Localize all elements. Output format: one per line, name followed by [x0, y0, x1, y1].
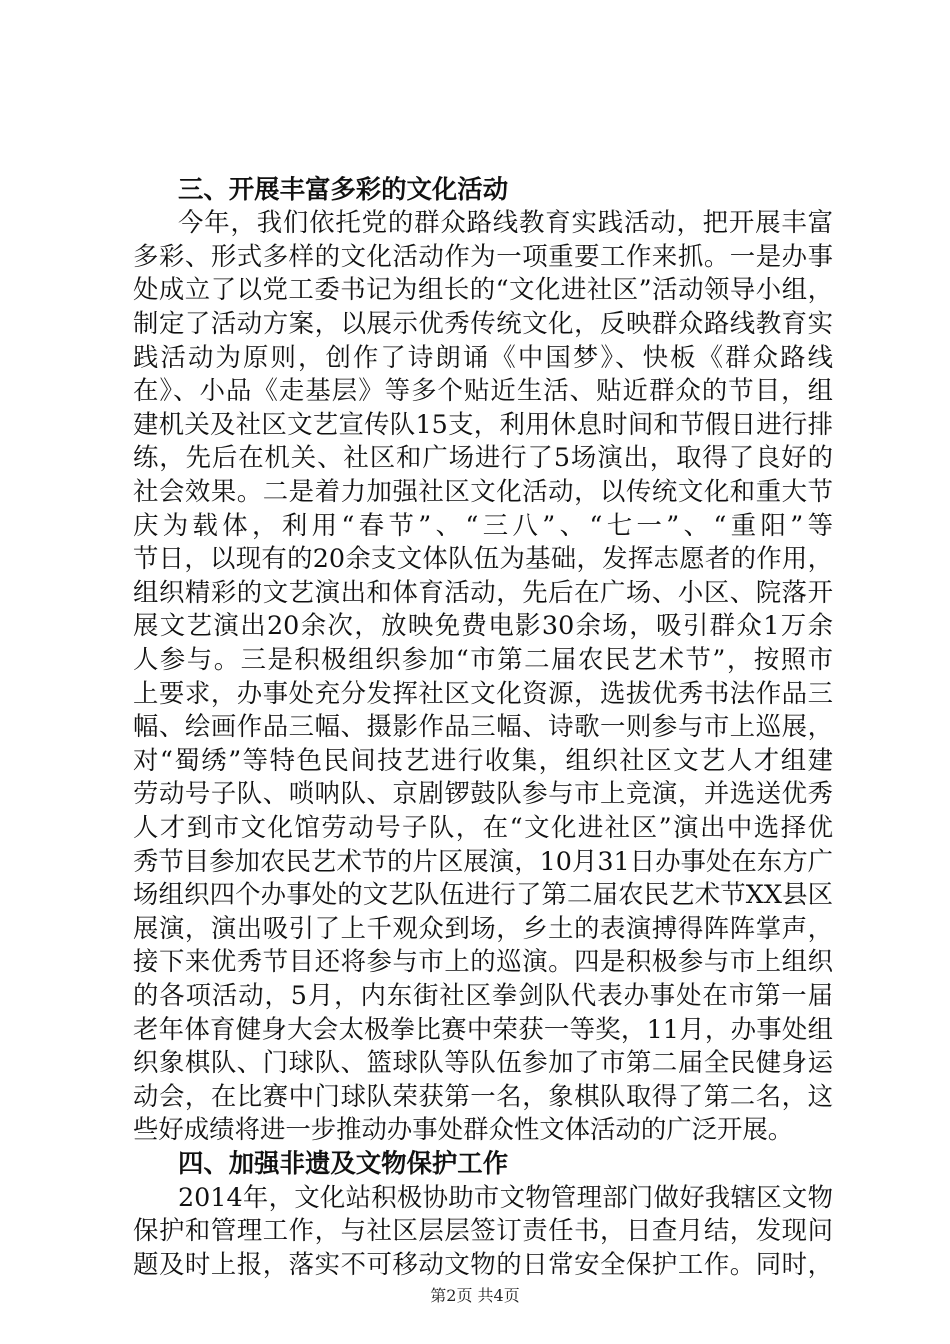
- section-3-line: 劳动号子队、唢呐队、京剧锣鼓队参与市上竞演，并选送优秀: [133, 778, 833, 808]
- section-3-line: 今年，我们依托党的群众路线教育实践活动，把开展丰富: [178, 207, 833, 237]
- section-3-line: 场组织四个办事处的文艺队伍进行了第二届农民艺术节XX县区: [133, 879, 833, 909]
- section-3-line: 践活动为原则，创作了诗朗诵《中国梦》、快板《群众路线: [133, 342, 833, 372]
- section-3-line: 织象棋队、门球队、篮球队等队伍参加了市第二届全民健身运: [133, 1047, 833, 1077]
- section-3-line: 秀节目参加农民艺术节的片区展演，10月31日办事处在东方广: [133, 846, 833, 876]
- page-number-footer: 第2页 共4页: [430, 1286, 520, 1305]
- section-3-line: 在》、小品《走基层》等多个贴近生活、贴近群众的节目，组: [133, 375, 833, 405]
- section-3-line: 展演，演出吸引了上千观众到场，乡土的表演搏得阵阵掌声，: [133, 913, 833, 943]
- section-3-line: 展文艺演出20余次，放映免费电影30余场，吸引群众1万余: [133, 610, 833, 640]
- section-3-line: 组织精彩的文艺演出和体育活动，先后在广场、小区、院落开: [133, 577, 833, 607]
- section-3-line: 人参与。三是积极组织参加“市第二届农民艺术节”，按照市: [133, 644, 833, 674]
- section-3-line: 人才到市文化馆劳动号子队，在“文化进社区”演出中选择优: [133, 812, 833, 842]
- section-3-line: 多彩、形式多样的文化活动作为一项重要工作来抓。一是办事: [133, 241, 833, 271]
- section-3-line: 庆为载体，利用“春节”、“三八”、“七一”、“重阳”等: [133, 510, 833, 540]
- section-3-line: 上要求，办事处充分发挥社区文化资源，选拔优秀书法作品三: [133, 678, 833, 708]
- section-3-line: 对“蜀绣”等特色民间技艺进行收集，组织社区文艺人才组建: [133, 745, 833, 775]
- section-3-line: 节日，以现有的20余支文体队伍为基础，发挥志愿者的作用，: [133, 543, 833, 573]
- section-3-line: 些好成绩将进一步推动办事处群众性文体活动的广泛开展。: [133, 1114, 794, 1144]
- section-3-line: 制定了活动方案，以展示优秀传统文化，反映群众路线教育实: [133, 308, 833, 338]
- section-4-line: 2014年，文化站积极协助市文物管理部门做好我辖区文物: [178, 1182, 833, 1212]
- section-3-line: 建机关及社区文艺宣传队15支，利用休息时间和节假日进行排: [133, 409, 833, 439]
- section-4-line: 题及时上报，落实不可移动文物的日常安全保护工作。同时，: [133, 1249, 833, 1279]
- section-3-line: 老年体育健身大会太极拳比赛中荣获一等奖，11月，办事处组: [133, 1014, 833, 1044]
- section-3-line: 幅、绘画作品三幅、摄影作品三幅、诗歌一则参与市上巡展，: [133, 711, 833, 741]
- section-3-line: 接下来优秀节目还将参与市上的巡演。四是积极参与市上组织: [133, 946, 833, 976]
- section-3-line: 动会，在比赛中门球队荣获第一名，象棋队取得了第二名，这: [133, 1081, 833, 1111]
- section-3-line: 社会效果。二是着力加强社区文化活动，以传统文化和重大节: [133, 476, 833, 506]
- section-4-heading: 四、加强非遗及文物保护工作: [178, 1148, 509, 1178]
- section-3-line: 处成立了以党工委书记为组长的“文化进社区”活动领导小组，: [133, 274, 833, 304]
- section-3-line: 的各项活动，5月，内东街社区拳剑队代表办事处在市第一届: [133, 980, 833, 1010]
- section-4-line: 保护和管理工作，与社区层层签订责任书，日查月结，发现问: [133, 1215, 833, 1245]
- section-3-heading: 三、开展丰富多彩的文化活动: [178, 174, 509, 204]
- section-3-line: 练，先后在机关、社区和广场进行了5场演出，取得了良好的: [133, 442, 833, 472]
